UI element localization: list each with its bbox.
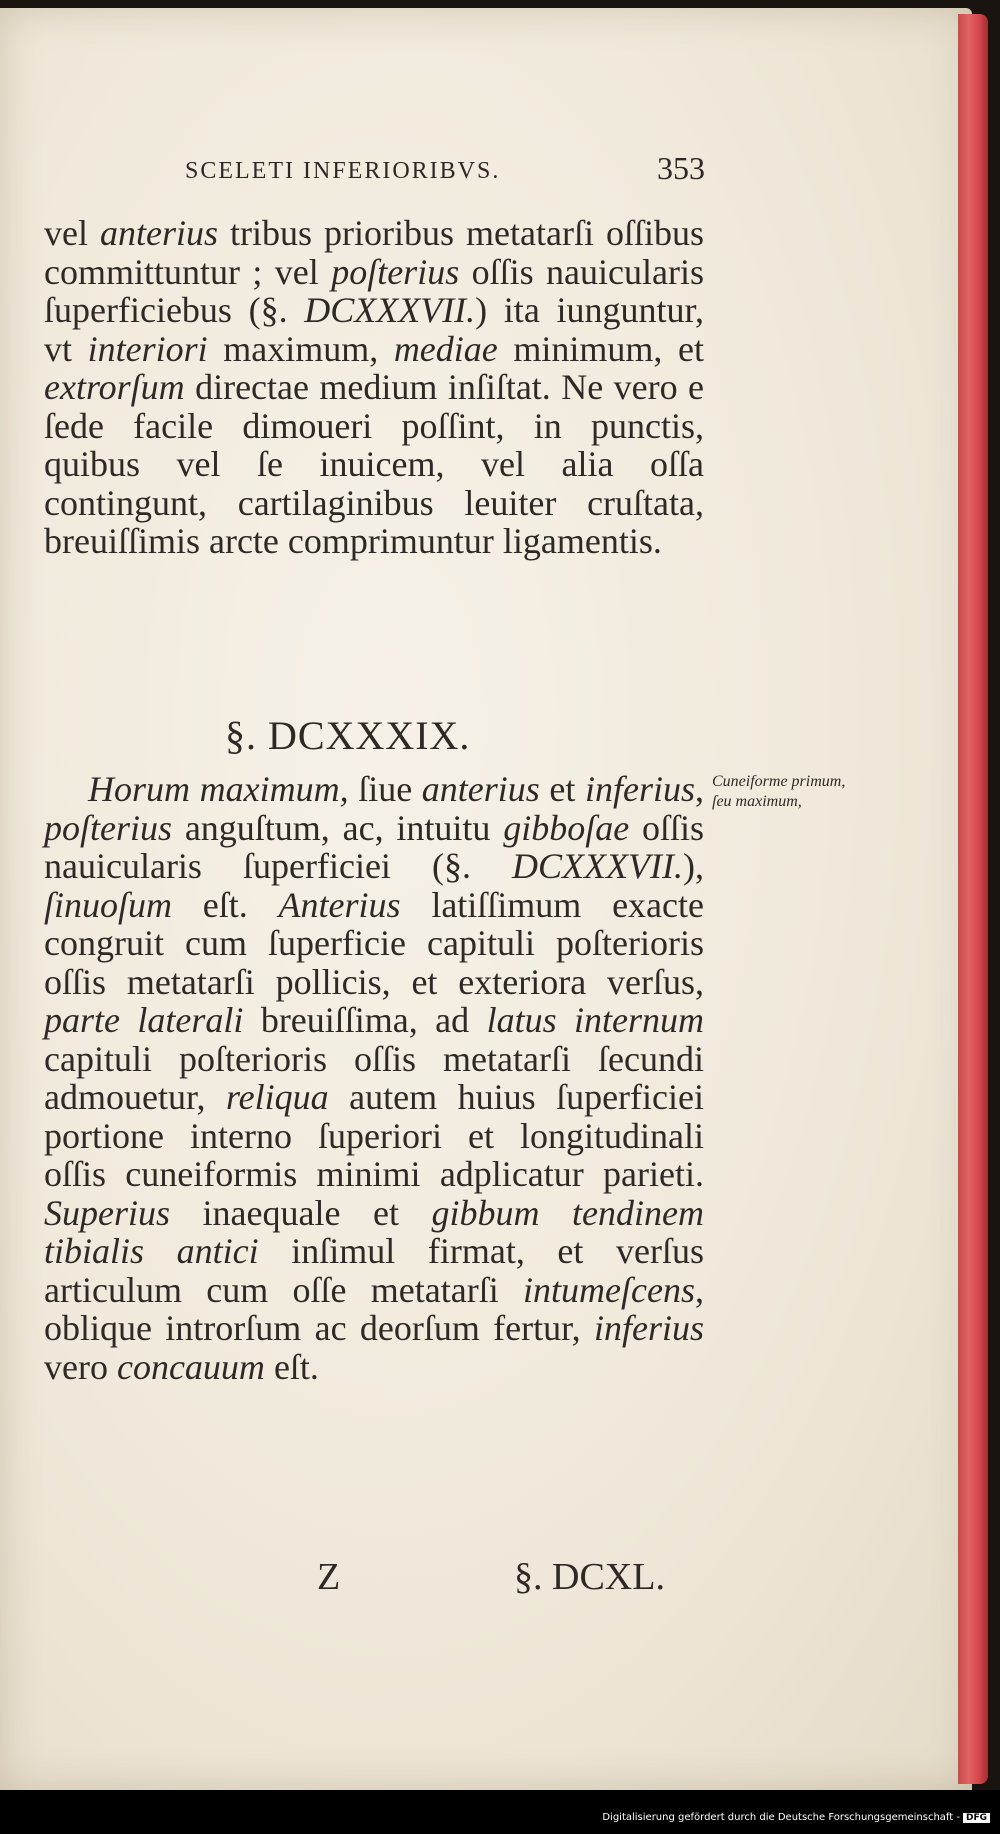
- paragraph-2: [44, 770, 704, 1386]
- text-run: breuiſſima, ad: [243, 1000, 487, 1040]
- italic-run: poſterius: [44, 807, 173, 848]
- italic-run: inferius: [585, 769, 696, 809]
- text-run: vel: [44, 213, 100, 253]
- text-run: et: [539, 769, 585, 809]
- italic-run: inferius: [593, 1308, 704, 1348]
- italic-run: Horum maximum,: [88, 769, 349, 809]
- italic-run: intumeſcens: [523, 1269, 695, 1310]
- credit-text: Digitalisierung gefördert durch die Deutsche Forschungsgemeinschaft -: [602, 1812, 960, 1823]
- italic-run: Anterius: [278, 884, 401, 925]
- text-run: capituli poſterioris oſſis metatarſi ſecundi admouetur,: [44, 1038, 704, 1117]
- paragraph-1: [44, 214, 704, 561]
- page-edge-red: [958, 14, 988, 1784]
- italic-run: gibbum tendinem tibialis antici: [44, 1192, 704, 1271]
- text-run: vero: [44, 1346, 117, 1387]
- italic-run: anterius: [100, 213, 219, 253]
- italic-run: concauum: [116, 1346, 265, 1387]
- digitization-credit: [602, 1812, 990, 1823]
- running-head: SCELETI INFERIORIBVS.: [185, 158, 501, 184]
- text-run: tribus prioribus metatarſi oſſibus committuntur ; vel: [44, 213, 704, 292]
- text-run: ),: [683, 846, 704, 886]
- italic-run: gibboſae: [503, 807, 630, 848]
- signature-mark: Z: [317, 1556, 341, 1598]
- italic-run: ſinuoſum: [44, 884, 173, 925]
- text-run: eſt.: [172, 884, 279, 925]
- italic-run: interiori: [87, 328, 208, 369]
- text-run: minimum, et: [497, 328, 704, 369]
- text-run: inſimul firmat, et verſus articulum cum oſſe metatarſi: [44, 1231, 704, 1310]
- italic-run: DCXXXVII.: [304, 290, 476, 330]
- running-header: [185, 150, 705, 190]
- italic-run: extrorſum: [44, 367, 185, 407]
- margin-note: Cuneiforme primum, ſeu maximum,: [712, 773, 846, 810]
- italic-run: parte laterali: [44, 1000, 244, 1040]
- dfg-logo-icon: DFG: [963, 1813, 990, 1823]
- text-run: latiſſimum exacte congruit cum ſuperficie capituli poſterioris oſſis metatarſi pollicis, et exteriora verſus,: [44, 884, 704, 1002]
- text-run: ) ita iunguntur, vt: [44, 290, 704, 369]
- italic-run: anterius: [421, 769, 540, 809]
- text-run: autem huius ſuperficiei portione interno ſuperiori et longitudinali oſſis cuneiformis minimi adplicatur parieti.: [44, 1077, 704, 1194]
- italic-run: latus internum: [486, 1000, 704, 1040]
- italic-run: DCXXXVII.: [512, 846, 683, 886]
- text-run: eſt.: [264, 1346, 319, 1387]
- italic-run: reliqua: [226, 1077, 329, 1117]
- text-run: inaequale et: [170, 1192, 432, 1233]
- italic-run: Superius: [44, 1192, 170, 1233]
- italic-run: poſterius: [331, 251, 460, 292]
- text-run: directae medium inſiſtat. Ne vero e ſede facile dimoueri poſſint, in punctis, quibus vel ſe inuicem, vel alia oſſa contingunt, cartilaginibus leuiter cruſtata, breuiſſimis arcte comprimuntur ligamentis.: [44, 367, 704, 561]
- page-number: 353: [657, 150, 705, 186]
- text-run: , oblique introrſum ac deorſum fertur,: [44, 1269, 704, 1348]
- section-heading: §. DCXXXIX.: [225, 713, 471, 758]
- text-run: ,: [695, 769, 705, 809]
- italic-run: mediae: [393, 328, 498, 369]
- text-run: maximum,: [207, 328, 394, 369]
- text-run: oſſis nauicularis ſuperficiebus (§.: [44, 251, 704, 330]
- catchword: §. DCXL.: [514, 1556, 665, 1598]
- text-run: oſſis nauicularis ſuperficiei (§.: [44, 807, 705, 886]
- text-run: anguſtum, ac, intuitu: [172, 807, 504, 848]
- text-run: ſiue: [348, 769, 422, 809]
